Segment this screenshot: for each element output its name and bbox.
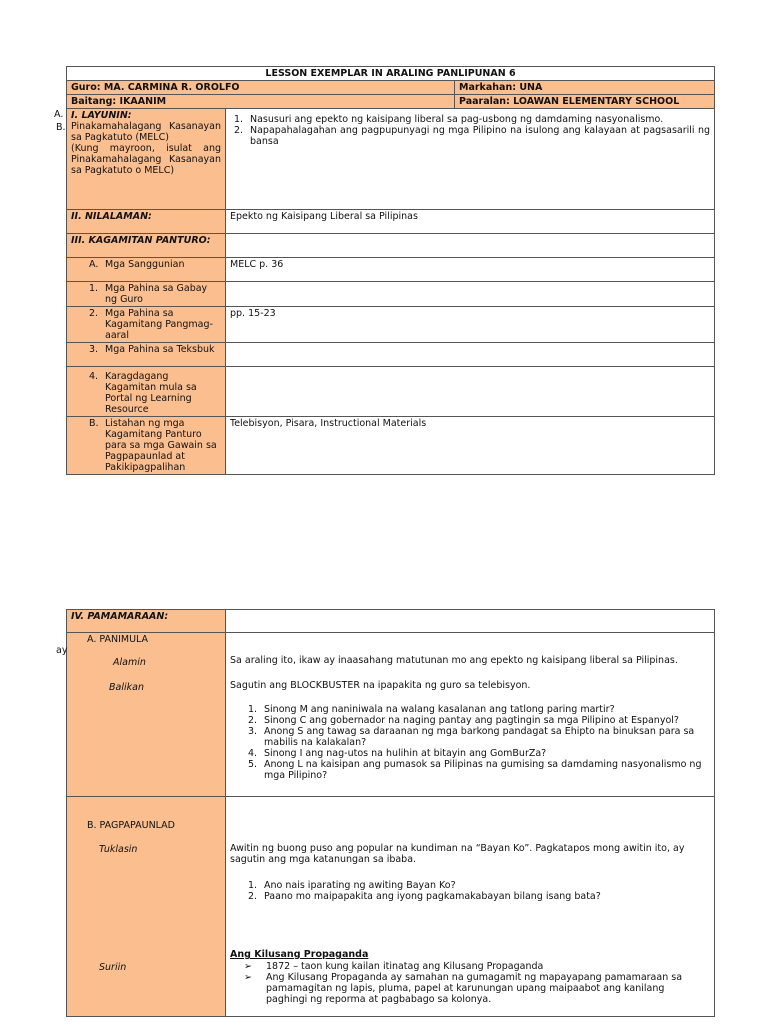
pamamaraan-table: [66, 609, 715, 1017]
balikan-label: Balikan: [109, 682, 144, 693]
pagpapaunlad-cell: [67, 797, 226, 1017]
objective-item: 2. Napapahalagahan ang pagpupunyagi ng mga Pilipino na isulong ang kalayaan at pagsasarili ng bansa: [234, 125, 710, 147]
suriin-heading: Ang Kilusang Propaganda: [230, 949, 369, 960]
sanggunian-label: Mga Sanggunian: [105, 259, 185, 270]
listahan-value: Telebisyon, Pisara, Instructional Materials: [226, 417, 715, 475]
list-item: ➢ Ang Kilusang Propaganda ay samahan na gumagamit ng mapayapang pamamaraan sa pamamagitan ng lapis, pluma, papel at karunungan upang maipaabot ang kanilang paghingi ng reporma at pagbabago sa kolonya.: [244, 972, 683, 1005]
tuklasin-label: Tuklasin: [99, 844, 138, 855]
kagamitang-pangmag-aaral-cell: 2. Mga Pahina sa Kagamitang Pangmag-aaral: [67, 307, 226, 343]
layunin-cell: [67, 109, 226, 210]
nilalaman-label: II. NILALAMAN:: [67, 210, 226, 234]
karagdagang-kagamitan-value: [226, 367, 715, 417]
list-item: 3. Anong S ang tawag sa daraanan ng mga barkong pandagat sa Ehipto na binuksan para sa mabilis na kalakalan?: [248, 726, 695, 748]
kagamitang-pangmag-aaral-value: pp. 15-23: [226, 307, 715, 343]
listahan-cell: B. Listahan ng mga Kagamitang Panturo para sa mga Gawain sa Pagpapaunlad at Pakikipagpalihan: [67, 417, 226, 475]
layunin-label: I. LAYUNIN:: [71, 110, 132, 121]
teksbuk-cell: 3. Mga Pahina sa Teksbuk: [67, 343, 226, 367]
balikan-questions: [244, 704, 704, 781]
table-title: LESSON EXEMPLAR IN ARALING PANLIPUNAN 6: [67, 67, 715, 81]
list-item: 2. Sinong C ang gobernador na naging pantay ang pagtingin sa mga Pilipino at Espanyol?: [248, 715, 679, 726]
pagpapaunlad-label: B. PAGPAPAUNLAD: [87, 820, 175, 831]
karagdagang-kagamitan-cell: 4. Karagdagang Kagamitan mula sa Portal ng Learning Resource: [67, 367, 226, 417]
list-item: 4. Sinong I ang nag-utos na hulihin at bitayin ang GomBurZa?: [248, 748, 547, 759]
tuklasin-text: Awitin ng buong puso ang popular na kundiman na “Bayan Ko”. Pagkatapos mong awitin ito, ay sagutin ang mga katanungan sa ibaba.: [230, 843, 685, 865]
panimula-label: A. PANIMULA: [87, 634, 149, 645]
nilalaman-value: Epekto ng Kaisipang Liberal sa Pilipinas: [226, 210, 715, 234]
tuklasin-questions: [244, 880, 704, 902]
list-item: ➢ 1872 – taon kung kailan itinatag ang Kilusang Propaganda: [244, 961, 544, 972]
suriin-bullets: [236, 961, 704, 1005]
melc-label: Pinakamahalagang Kasanayan sa Pagkatuto (MELC): [71, 121, 221, 143]
alamin-label: Alamin: [113, 657, 146, 668]
list-item: 1. Sinong M ang naniniwala na walang kasalanan ang tatlong paring martir?: [248, 704, 615, 715]
pamamaraan-label: IV. PAMAMARAAN:: [67, 610, 226, 633]
list-item: 5. Anong L na kaisipan ang pumasok sa Pilipinas na gumising sa damdaming nasyonalismo ng mga Pilipino?: [248, 759, 702, 781]
sanggunian-cell: A. Mga Sanggunian: [67, 258, 226, 282]
stray-ay-text: ay: [56, 645, 68, 656]
panimula-cell: [67, 633, 226, 797]
lesson-exemplar-table: [66, 66, 715, 475]
margin-letter-b: B.: [56, 122, 66, 133]
margin-letter-a: A.: [54, 109, 64, 120]
pagpapaunlad-content: [226, 797, 715, 1017]
gabay-guro-cell: 1. Mga Pahina sa Gabay ng Guro: [67, 282, 226, 307]
list-item: 2. Paano mo maipapakita ang iyong pagkamakabayan bilang isang bata?: [248, 891, 601, 902]
panimula-content: [226, 633, 715, 797]
baitang-cell: Baitang: IKAANIM: [67, 95, 455, 109]
melc-note: (Kung mayroon, isulat ang Pinakamahalagang Kasanayan sa Pagkatuto o MELC): [71, 143, 221, 176]
gabay-guro-value: [226, 282, 715, 307]
objectives-cell: [226, 109, 715, 210]
kagamitan-label: III. KAGAMITAN PANTURO:: [67, 234, 226, 258]
teksbuk-value: [226, 343, 715, 367]
balikan-text: Sagutin ang BLOCKBUSTER na ipapakita ng guro sa telebisyon.: [230, 680, 531, 691]
objective-item: 1. Nasusuri ang epekto ng kaisipang liberal sa pag-usbong ng damdaming nasyonalismo.: [234, 114, 664, 125]
sanggunian-value: MELC p. 36: [226, 258, 715, 282]
paaralan-cell: Paaralan: LOAWAN ELEMENTARY SCHOOL: [455, 95, 715, 109]
suriin-label: Suriin: [99, 962, 127, 973]
kagamitan-value: [226, 234, 715, 258]
alamin-text: Sa araling ito, ikaw ay inaasahang matutunan mo ang epekto ng kaisipang liberal sa Pilipinas.: [230, 655, 678, 666]
guro-cell: Guro: MA. CARMINA R. OROLFO: [67, 81, 455, 95]
pamamaraan-value: [226, 610, 715, 633]
markahan-cell: Markahan: UNA: [455, 81, 715, 95]
list-item: 1. Ano nais iparating ng awiting Bayan Ko?: [248, 880, 456, 891]
